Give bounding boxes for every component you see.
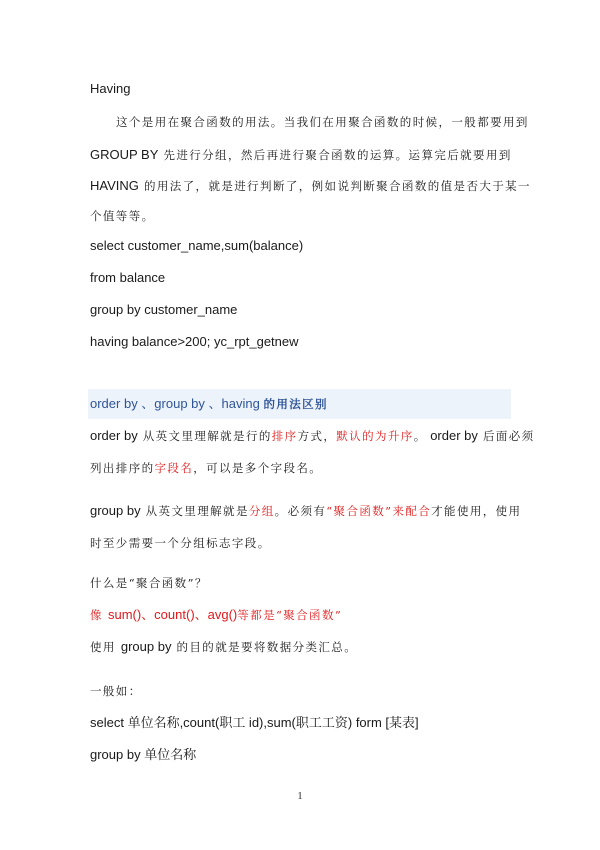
order-by-text: 。 (413, 429, 427, 443)
heading-suffix: 的用法区别 (263, 397, 328, 411)
having-paragraph-line-3 (90, 177, 531, 195)
group-by-keyword: group by (120, 639, 172, 654)
order-by-text: 列出排序的 (90, 461, 155, 475)
aggregate-examples (90, 606, 512, 624)
order-by-text: 后面必须 (477, 429, 535, 443)
examples-prefix: 像 (90, 608, 108, 622)
order-by-line-2 (90, 459, 512, 477)
group-by-purpose (90, 638, 512, 656)
group-by-keyword: group by (90, 503, 141, 518)
order-by-text: 从英文里理解就是行的 (137, 429, 272, 443)
group-by-keyword: GROUP BY (90, 147, 159, 162)
aggregate-question (90, 574, 512, 592)
having-text: 先进行分组，然后再进行聚合函数的运算。运算完后就要用到 (158, 148, 512, 162)
group-by-text: 从英文里理解就是 (140, 504, 249, 518)
group-by-line-2 (90, 534, 512, 552)
page-number: 1 (297, 790, 303, 802)
highlight-group: 分组 (248, 504, 275, 518)
sql-line: select customer_name,sum(balance) (90, 238, 304, 253)
purpose-prefix: 使用 (90, 640, 121, 654)
sql-line: group by customer_name (90, 302, 238, 317)
examples-functions: sum()、count()、avg() (107, 607, 238, 622)
heading-order-group-having (90, 395, 512, 413)
having-paragraph-line-4 (90, 207, 512, 225)
examples-suffix: 等都是“聚合函数” (237, 608, 343, 622)
having-text: 这个是用在聚合函数的用法。当我们在用聚合函数的时候，一般都要用到 (116, 115, 529, 129)
having-text: 个值等等。 (90, 209, 155, 223)
general-example-sql-1: select 单位名称,count(职工 id),sum(职工工资) form [某表] (90, 715, 419, 730)
order-by-line-1 (90, 427, 535, 445)
highlight-aggregate: “聚合函数”来配合 (326, 504, 432, 518)
general-example-label (90, 682, 512, 700)
having-text: 的用法了，就是进行判断了，例如说判断聚合函数的值是否大于某一 (138, 179, 531, 193)
order-by-keyword: order by (90, 428, 138, 443)
having-paragraph-line-2 (90, 146, 512, 164)
sql-line: from balance (90, 270, 166, 285)
order-by-text: ，可以是多个字段名。 (193, 461, 323, 475)
sql-line: having balance>200; yc_rpt_getnew (90, 334, 299, 349)
highlight-default-asc: 默认的为升序 (336, 429, 414, 443)
group-by-text: 时至少需要一个分组标志字段。 (90, 536, 271, 550)
question-text: 什么是“聚合函数”？ (90, 576, 208, 590)
group-by-text: 才能使用，使用 (431, 504, 522, 518)
highlight-field-name: 字段名 (154, 461, 194, 475)
heading-keywords: order by 、group by 、having (90, 396, 260, 411)
having-keyword: HAVING (90, 178, 139, 193)
group-by-text: 。必须有 (274, 504, 327, 518)
purpose-text: 的目的就是要将数据分类汇总。 (171, 640, 358, 654)
having-paragraph-line-1 (116, 113, 538, 131)
section-title-having: Having (90, 81, 131, 96)
general-example-sql-2: group by 单位名称 (90, 747, 197, 762)
order-by-keyword: order by (426, 428, 478, 443)
highlight-sort: 排序 (271, 429, 298, 443)
label-text: 一般如： (90, 684, 142, 698)
group-by-line-1 (90, 502, 522, 520)
order-by-text: 方式， (297, 429, 337, 443)
